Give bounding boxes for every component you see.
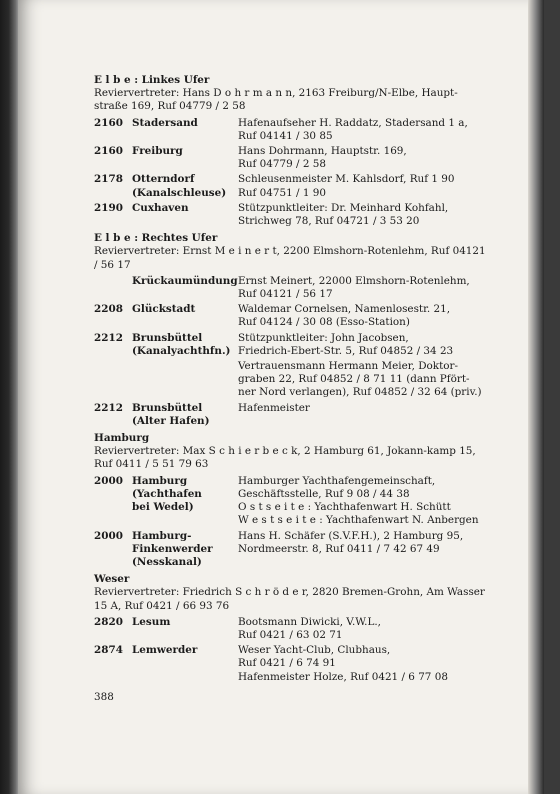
- section-title-a: Weser: [94, 573, 130, 586]
- contact-line: Schleusenmeister M. Kahlsdorf, Ruf 1 90: [238, 173, 455, 186]
- postal-code: 2160: [94, 116, 123, 129]
- list-item: [94, 332, 486, 358]
- contact-info: [238, 145, 486, 171]
- contact-line: Ruf 0421 / 63 02 71: [238, 628, 343, 641]
- place-name: Lemwerder: [132, 644, 198, 657]
- list-item: [94, 644, 486, 684]
- contact-line: Friedrich-Ebert-Str. 5, Ruf 04852 / 34 23: [238, 344, 454, 357]
- contact-info: [238, 202, 486, 228]
- contact-line: Hafenaufseher H. Raddatz, Stadersand 1 a,: [238, 116, 468, 129]
- postal-code: 2208: [94, 303, 123, 316]
- postal-code: 2000: [94, 529, 123, 542]
- contact-info: [238, 173, 486, 199]
- place-name: Lesum: [132, 615, 171, 628]
- list-item: [94, 275, 486, 301]
- representative-text: Reviervertreter: Hans: [94, 87, 214, 100]
- page-edge: [528, 0, 544, 794]
- place-name: Freiburg: [132, 145, 183, 158]
- contact-info: [238, 616, 486, 642]
- list-item: [94, 303, 486, 329]
- section-title: [94, 74, 486, 87]
- contact-line: O s t s e i t e : Yachthafenwart H. Schütt: [238, 501, 451, 514]
- section: [94, 432, 486, 569]
- contact-info: [238, 117, 486, 143]
- contact-info: [238, 360, 486, 400]
- postal-code: 2190: [94, 201, 123, 214]
- section-title-a: E l b e :: [94, 232, 139, 245]
- section: [94, 573, 486, 684]
- contact-info: [238, 644, 486, 684]
- section-title-b: Linkes Ufer: [138, 74, 210, 86]
- list-item: [94, 360, 486, 400]
- section: [94, 232, 486, 428]
- representative-text: , 2200 Elmshorn-Rotenlehm, Ruf 04121 / 56 17: [94, 245, 486, 271]
- place-name: Krückaumündung: [132, 274, 238, 287]
- representative-text: , 2 Hamburg 61, Jokann-kamp 15, Ruf 0411 / 5 51 79 63: [94, 445, 476, 471]
- contact-line: Bootsmann Diwicki, V.W.L.,: [238, 615, 381, 628]
- place-name: Otterndorf (Kanalschleuse): [132, 173, 227, 199]
- postal-code: 2160: [94, 145, 123, 158]
- place-name: Glückstadt: [132, 303, 196, 316]
- contact-line: Ruf 04779 / 2 58: [238, 158, 326, 171]
- section-title-a: E l b e :: [94, 74, 139, 86]
- list-item: [94, 145, 486, 171]
- representative: [94, 445, 486, 471]
- place-name: Brunsbüttel (Kanalyachthfn.): [132, 331, 231, 357]
- contact-line: Stützpunktleiter: Dr. Meinhard Kohfahl,: [238, 201, 449, 214]
- list-item: [94, 117, 486, 143]
- postal-code: 2820: [94, 615, 123, 628]
- representative-text: M e i n e r t: [214, 245, 277, 258]
- contact-info: [238, 475, 486, 528]
- contact-info: [238, 275, 486, 301]
- postal-code: 2178: [94, 173, 123, 186]
- page-number: 388: [94, 691, 114, 703]
- contact-line: Ruf 04121 / 56 17: [238, 288, 333, 301]
- contact-line: Stützpunktleiter: John Jacobsen,: [238, 331, 409, 344]
- section-title: [94, 432, 486, 445]
- representative: [94, 245, 486, 271]
- contact-info: [238, 402, 486, 428]
- list-item: [94, 475, 486, 528]
- place-name: Hamburg (Yachthafen bei Wedel): [132, 474, 202, 514]
- list-item: [94, 530, 486, 570]
- section-title: [94, 573, 486, 586]
- postal-code: [94, 275, 132, 301]
- place-name: Cuxhaven: [132, 201, 189, 214]
- contact-line: Geschäftsstelle, Ruf 9 08 / 44 38: [238, 487, 410, 500]
- contact-line: Hafenmeister Holze, Ruf 0421 / 6 77 08: [238, 670, 448, 683]
- list-item: [94, 173, 486, 199]
- contact-line: Vertrauensmann Hermann Meier, Doktor-graben 22, Ruf 04852 / 8 71 11 (dann Pfört-ner Nord verlangen), Ruf 04852 / 32 64 (priv.): [238, 360, 482, 399]
- place-name: [132, 360, 238, 400]
- contact-line: Hans Dohrmann, Hauptstr. 169,: [238, 145, 407, 158]
- contact-line: Hamburger Yachthafengemeinschaft,: [238, 474, 436, 487]
- representative: [94, 87, 486, 113]
- contact-line: Hans H. Schäfer (S.V.F.H.), 2 Hamburg 95,: [238, 529, 464, 542]
- contact-line: Strichweg 78, Ruf 04721 / 3 53 20: [238, 215, 420, 228]
- representative: [94, 586, 486, 612]
- postal-code: 2000: [94, 474, 123, 487]
- representative-text: Reviervertreter: Friedrich: [94, 586, 236, 599]
- contact-line: Hafenmeister: [238, 401, 310, 414]
- contact-info: [238, 303, 486, 329]
- representative-text: , 2163 Freiburg/N-Elbe, Haupt-straße 169, Ruf 04779 / 2 58: [94, 87, 458, 113]
- contact-line: Ruf 0421 / 6 74 91: [238, 657, 336, 670]
- section-title-a: Hamburg: [94, 432, 150, 445]
- contact-line: Ruf 04141 / 30 85: [238, 129, 333, 142]
- section-title-b: Rechtes Ufer: [138, 232, 218, 245]
- place-name: Stadersand: [132, 116, 198, 129]
- section: [94, 74, 486, 228]
- contact-line: Ruf 04124 / 30 08 (Esso-Station): [238, 316, 410, 329]
- page-content: [94, 70, 486, 686]
- list-item: [94, 402, 486, 428]
- postal-code: [94, 360, 132, 400]
- contact-info: [238, 332, 486, 358]
- contact-info: [238, 530, 486, 570]
- contact-line: W e s t s e i t e : Yachthafenwart N. Anbergen: [238, 514, 479, 527]
- contact-line: Ruf 04751 / 1 90: [238, 186, 326, 199]
- list-item: [94, 202, 486, 228]
- postal-code: 2212: [94, 331, 123, 344]
- place-name: Hamburg- Finkenwerder (Nesskanal): [132, 529, 213, 568]
- postal-code: 2874: [94, 644, 123, 657]
- representative-text: Reviervertreter: Ernst: [94, 245, 215, 258]
- representative-text: Reviervertreter: Max: [94, 445, 209, 458]
- section-title: [94, 232, 486, 245]
- postal-code: 2212: [94, 401, 123, 414]
- contact-line: Nordmeerstr. 8, Ruf 0411 / 7 42 67 49: [238, 542, 440, 555]
- representative-text: , 2820 Bremen-Grohn, Am Wasser 15 A, Ruf 0421 / 66 93 76: [94, 586, 485, 612]
- contact-line: Weser Yacht-Club, Clubhaus,: [238, 644, 391, 657]
- contact-line: Waldemar Cornelsen, Namenlosestr. 21,: [238, 303, 451, 316]
- representative-text: S c h r ö d e r: [235, 586, 306, 599]
- representative-text: D o h r m a n n: [213, 87, 293, 100]
- place-name: Brunsbüttel (Alter Hafen): [132, 401, 210, 427]
- contact-line: Ernst Meinert, 22000 Elmshorn-Rotenlehm,: [238, 274, 470, 287]
- representative-text: S c h i e r b e c k: [208, 445, 298, 458]
- list-item: [94, 616, 486, 642]
